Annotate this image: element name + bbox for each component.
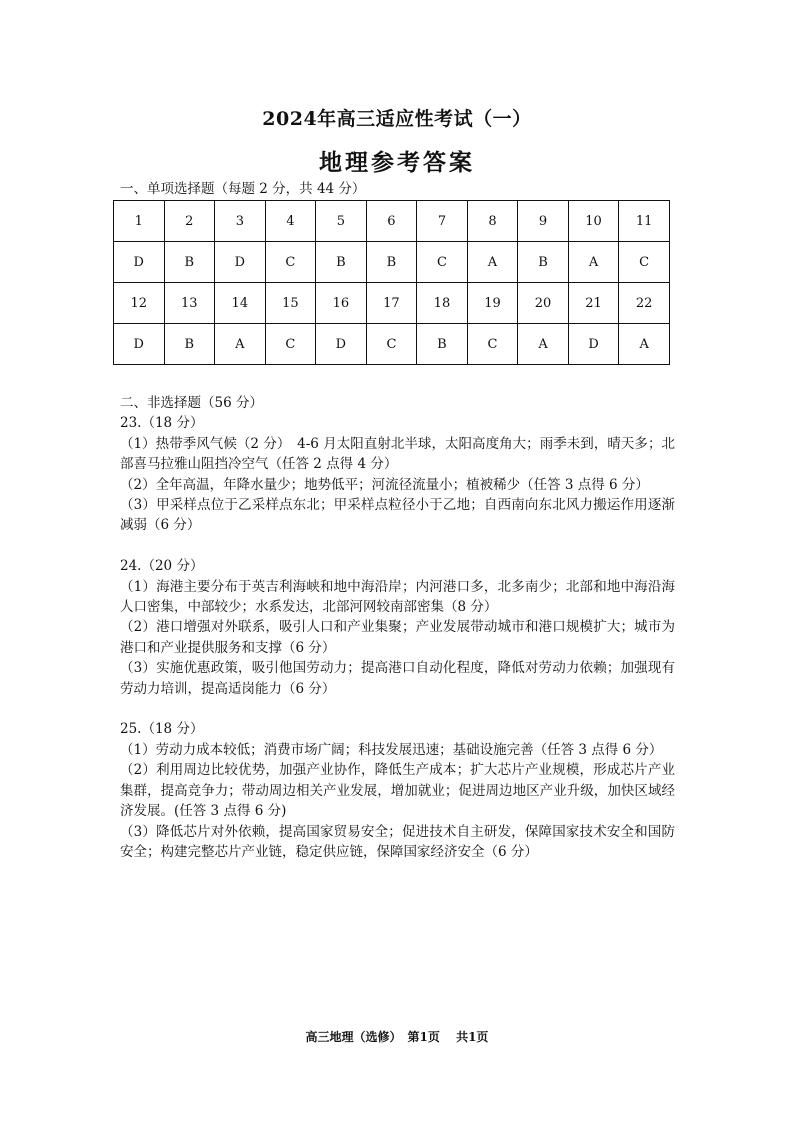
question-number-cell: 11 [619, 201, 670, 242]
answer-cell: D [568, 324, 619, 365]
question-number-cell: 16 [316, 283, 367, 324]
answer-cell: D [114, 242, 165, 283]
q25-answer-2: （2）利用周边比较优势，加强产业协作，降低生产成本；扩大芯片产业规模，形成芯片产业集群，提高竞争力；带动周边相关产业发展，增加就业；促进周边地区产业升级，加快区域经济发展。(任答 3 点得 6 分) [120, 762, 675, 820]
multiple-choice-answer-table [113, 200, 670, 365]
question-number-cell: 20 [518, 283, 569, 324]
answer-cell: A [568, 242, 619, 283]
answer-cell: A [518, 324, 569, 365]
q24-answer-1: （1）海港主要分布于英吉利海峡和地中海沿岸；内河港口多，北多南少；北部和地中海沿海人口密集，中部较少；水系发达，北部河网较南部密集（8 分） [120, 578, 675, 616]
section2-heading: 二、非选择题（56 分） [120, 395, 263, 411]
question-number-cell: 8 [467, 201, 518, 242]
question-number-cell: 13 [164, 283, 215, 324]
question-number-cell: 14 [215, 283, 266, 324]
answer-cell: B [417, 324, 468, 365]
answer-row [114, 324, 670, 365]
q25-answer-1: （1）劳动力成本较低；消费市场广阔；科技发展迅速；基础设施完善（任答 3 点得 6 分） [120, 741, 663, 758]
question-number-cell: 17 [366, 283, 417, 324]
spacer [120, 536, 675, 556]
answer-cell: D [114, 324, 165, 365]
question-number-row [114, 283, 670, 324]
question-number-cell: 9 [518, 201, 569, 242]
answer-cell: B [164, 242, 215, 283]
question-number-cell: 4 [265, 201, 316, 242]
question-number-cell: 19 [467, 283, 518, 324]
answer-cell: A [215, 324, 266, 365]
answer-key-title: 地理参考答案 [319, 149, 475, 176]
answer-cell: C [366, 324, 417, 365]
question-number-cell: 6 [366, 201, 417, 242]
q23-title: 23.（18 分） [120, 415, 204, 432]
question-number-cell: 22 [619, 283, 670, 324]
question-number-cell: 10 [568, 201, 619, 242]
question-number-cell: 5 [316, 201, 367, 242]
answer-cell: B [164, 324, 215, 365]
question-number-cell: 1 [114, 201, 165, 242]
answer-cell: B [316, 242, 367, 283]
question-number-cell: 21 [568, 283, 619, 324]
answer-cell: C [265, 242, 316, 283]
question-number-cell: 2 [164, 201, 215, 242]
answer-cell: A [467, 242, 518, 283]
answer-cell: D [316, 324, 367, 365]
answer-cell: C [619, 242, 670, 283]
q24-answer-2: （2）港口增强对外联系，吸引人口和产业集聚；产业发展带动城市和港口规模扩大；城市为港口和产业提供服务和支撑（6 分） [120, 619, 675, 656]
answer-cell: C [417, 242, 468, 283]
q24-title: 24.（20 分） [120, 558, 204, 575]
answer-cell: A [619, 324, 670, 365]
question-number-cell: 12 [114, 283, 165, 324]
section2-content [120, 393, 675, 862]
q25-answer-3: （3）降低芯片对外依赖，提高国家贸易安全；促进技术自主研发，保障国家技术安全和国防安全；构建完整芯片产业链，稳定供应链，保障国家经济安全（6 分） [120, 823, 675, 860]
answer-cell: B [518, 242, 569, 283]
answer-row [114, 242, 670, 283]
answer-cell: C [265, 324, 316, 365]
answer-cell: B [366, 242, 417, 283]
answer-cell: D [215, 242, 266, 283]
q23-answer-1: （1）热带季风气候（2 分） 4-6 月太阳直射北半球，太阳高度角大；雨季未到，晴天多；北部喜马拉雅山阻挡冷空气（任答 2 点得 4 分） [120, 435, 675, 473]
q25-title: 25.（18 分） [120, 721, 204, 738]
question-number-row [114, 201, 670, 242]
q23-answer-3: （3）甲采样点位于乙采样点东北；甲采样点粒径小于乙地；自西南向东北风力搬运作用逐渐减弱（6 分） [120, 497, 675, 534]
answer-cell: C [467, 324, 518, 365]
exam-title: 2024年高三适应性考试（一） [262, 108, 532, 130]
question-number-cell: 7 [417, 201, 468, 242]
question-number-cell: 15 [265, 283, 316, 324]
q24-answer-3: （3）实施优惠政策，吸引他国劳动力；提高港口自动化程度，降低对劳动力依赖；加强现有劳动力培训，提高适岗能力（6 分） [120, 660, 675, 697]
question-number-cell: 3 [215, 201, 266, 242]
page-footer: 高三地理（选修） 第1页 共1页 [305, 1030, 489, 1044]
q23-answer-2: （2）全年高温，年降水量少；地势低平；河流径流量小；植被稀少（任答 3 点得 6 分） [120, 476, 649, 493]
spacer [120, 699, 675, 719]
question-number-cell: 18 [417, 283, 468, 324]
section1-heading: 一、单项选择题（每题 2 分，共 44 分） [120, 181, 366, 197]
